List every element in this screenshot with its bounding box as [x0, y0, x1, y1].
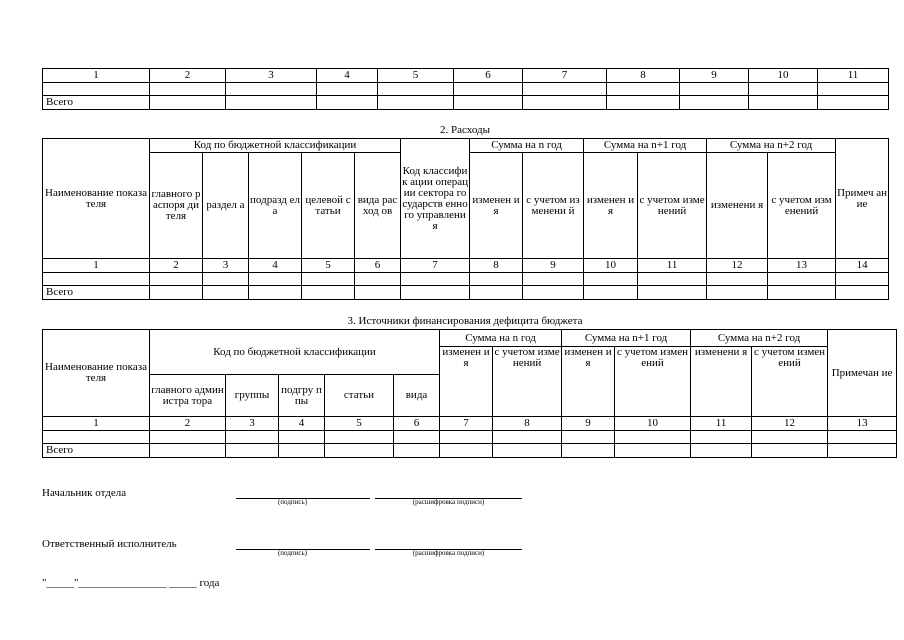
sum-n2-header: Сумма на n+2 год — [707, 139, 836, 153]
column-number: 2 — [150, 69, 226, 83]
code-col-header: статьи — [325, 375, 394, 417]
table-expenses — [42, 138, 889, 300]
column-number: 7 — [401, 259, 470, 273]
signature-hint: (подпись) — [277, 498, 308, 506]
column-number-row — [43, 417, 897, 431]
total-label: Всего — [43, 444, 150, 458]
column-number: 8 — [607, 69, 680, 83]
code-col-header: подразд ела — [249, 153, 302, 259]
signature-decode-hint: (расшифровка подписи) — [412, 549, 485, 557]
total-row — [43, 96, 889, 110]
signature-hint: (подпись) — [277, 549, 308, 557]
name-header: Наименование показателя — [43, 139, 150, 259]
code-col-header: группы — [226, 375, 279, 417]
with-changes-header: с учетом изменений — [615, 347, 691, 417]
column-number: 6 — [355, 259, 401, 273]
column-number: 1 — [43, 69, 150, 83]
column-number: 11 — [691, 417, 752, 431]
total-label: Всего — [43, 286, 150, 300]
code-col-header: главного администра тора — [150, 375, 226, 417]
column-number: 9 — [680, 69, 749, 83]
with-changes-header: с учетом изменени й — [523, 153, 584, 259]
column-number: 2 — [150, 417, 226, 431]
table-row — [43, 273, 889, 286]
column-number: 2 — [150, 259, 203, 273]
changes-header: изменен ия — [440, 347, 493, 417]
column-number: 3 — [203, 259, 249, 273]
column-number: 1 — [43, 259, 150, 273]
column-number: 1 — [43, 417, 150, 431]
sector-code-header: Код классифик ации операции сектора государств енного управлени я — [401, 139, 470, 259]
sum-n2-header: Сумма на n+2 год — [691, 330, 828, 347]
code-col-header: раздел а — [203, 153, 249, 259]
with-changes-header: с учетом изменений — [768, 153, 836, 259]
column-number: 8 — [470, 259, 523, 273]
column-number: 4 — [279, 417, 325, 431]
column-number: 10 — [749, 69, 818, 83]
with-changes-header: с учетом изменений — [752, 347, 828, 417]
name-header: Наименование показателя — [43, 330, 150, 417]
total-label: Всего — [43, 96, 150, 110]
column-number: 4 — [317, 69, 378, 83]
column-number: 11 — [638, 259, 707, 273]
column-number-row — [43, 259, 889, 273]
executor-label: Ответственный исполнитель — [42, 538, 177, 550]
budget-code-header: Код по бюджетной классификации — [150, 330, 440, 375]
column-number: 10 — [615, 417, 691, 431]
column-number: 6 — [394, 417, 440, 431]
total-row — [43, 444, 897, 458]
column-number: 5 — [325, 417, 394, 431]
column-number: 11 — [818, 69, 889, 83]
section-caption-expenses: 2. Расходы — [440, 124, 490, 136]
column-number: 7 — [440, 417, 493, 431]
column-number: 3 — [226, 417, 279, 431]
date-line: "_____"________________ _____ года — [42, 577, 220, 589]
column-number: 5 — [378, 69, 454, 83]
table-row — [43, 83, 889, 96]
table-sources — [42, 329, 897, 458]
column-number: 5 — [302, 259, 355, 273]
sum-n-header: Сумма на n год — [440, 330, 562, 347]
column-number: 12 — [752, 417, 828, 431]
section-caption-sources: 3. Источники финансирования дефицита бюджета — [347, 315, 583, 327]
changes-header: изменен ия — [562, 347, 615, 417]
column-number: 6 — [454, 69, 523, 83]
changes-header: изменен ия — [584, 153, 638, 259]
column-number-row — [43, 69, 889, 83]
with-changes-header: с учетом изменений — [638, 153, 707, 259]
changes-header: изменени я — [691, 347, 752, 417]
code-col-header: вида — [394, 375, 440, 417]
column-number: 7 — [523, 69, 607, 83]
sum-n-header: Сумма на n год — [470, 139, 584, 153]
with-changes-header: с учетом изменений — [493, 347, 562, 417]
signature-decode-hint: (расшифровка подписи) — [412, 498, 485, 506]
column-number: 14 — [836, 259, 889, 273]
head-of-department-label: Начальник отдела — [42, 487, 127, 499]
column-number: 3 — [226, 69, 317, 83]
sum-n1-header: Сумма на n+1 год — [562, 330, 691, 347]
note-header: Примечан ие — [828, 330, 897, 417]
code-col-header: вида расход ов — [355, 153, 401, 259]
column-number: 4 — [249, 259, 302, 273]
code-col-header: подгру ппы — [279, 375, 325, 417]
note-header: Примеч ание — [836, 139, 889, 259]
column-number: 12 — [707, 259, 768, 273]
budget-code-header: Код по бюджетной классификации — [150, 139, 401, 153]
changes-header: изменен ия — [470, 153, 523, 259]
total-row — [43, 286, 889, 300]
table-row — [43, 431, 897, 444]
code-col-header: целевой статьи — [302, 153, 355, 259]
column-number: 9 — [562, 417, 615, 431]
changes-header: изменени я — [707, 153, 768, 259]
column-number: 10 — [584, 259, 638, 273]
code-col-header: главного распоря дителя — [150, 153, 203, 259]
column-number: 8 — [493, 417, 562, 431]
sum-n1-header: Сумма на n+1 год — [584, 139, 707, 153]
column-number: 13 — [828, 417, 897, 431]
table-continuation — [42, 68, 889, 110]
column-number: 9 — [523, 259, 584, 273]
column-number: 13 — [768, 259, 836, 273]
